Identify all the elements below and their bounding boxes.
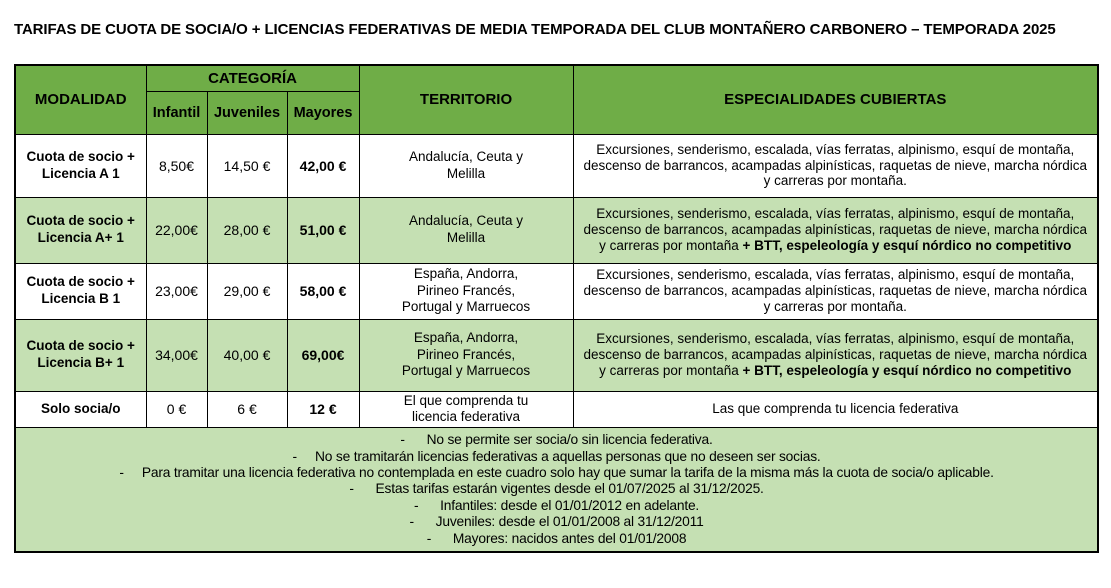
price-mayores-cell: 42,00 €	[287, 134, 359, 197]
territorio-cell: España, Andorra, Pirineo Francés, Portugal y Marruecos	[359, 263, 573, 319]
header-row-top	[15, 65, 1098, 91]
price-juveniles-cell: 6 €	[207, 391, 287, 428]
table-row-solo-socia	[15, 391, 1098, 428]
price-infantil-cell: 34,00€	[146, 319, 207, 391]
table-row-licencia-a-plus-1	[15, 197, 1098, 263]
notes-cell	[15, 428, 1098, 552]
col-header-juveniles: Juveniles	[207, 91, 287, 134]
col-header-mayores: Mayores	[287, 91, 359, 134]
especialidades-cell	[573, 263, 1098, 319]
tariff-table	[14, 64, 1099, 553]
price-infantil-cell: 8,50€	[146, 134, 207, 197]
price-infantil-cell: 0 €	[146, 391, 207, 428]
col-header-modalidad: MODALIDAD	[15, 65, 146, 134]
territorio-cell: Andalucía, Ceuta y Melilla	[359, 134, 573, 197]
especialidades-bold-text: + BTT, espeleología y esquí nórdico no competitivo	[738, 362, 1072, 378]
page-title: TARIFAS DE CUOTA DE SOCIA/O + LICENCIAS FEDERATIVAS DE MEDIA TEMPORADA DEL CLUB MONTAÑERO CARBONERO – TEMPORADA 2025	[14, 21, 1056, 38]
modalidad-cell: Cuota de socio + Licencia B 1	[15, 263, 146, 319]
especialidades-cell	[573, 134, 1098, 197]
price-mayores-cell: 69,00€	[287, 319, 359, 391]
col-header-categoria: CATEGORÍA	[146, 65, 359, 91]
especialidades-text: Excursiones, senderismo, escalada, vías ferratas, alpinismo, esquí de montaña, descenso de barrancos, acampadas alpinísticas, raquetas de nieve, marcha nórdica y carreras por montaña	[583, 331, 1088, 378]
especialidades-text: Excursiones, senderismo, escalada, vías ferratas, alpinismo, esquí de montaña, descenso de barrancos, acampadas alpinísticas, raquetas de nieve, marcha nórdica y carreras por montaña.	[583, 141, 1088, 189]
note-line: - Juveniles: desde el 01/01/2008 al 31/12/2011	[409, 514, 704, 530]
table-row-licencia-b-plus-1	[15, 319, 1098, 391]
notes-row	[15, 428, 1098, 552]
note-line: - No se tramitarán licencias federativas a aquellas personas que no deseen ser socias.	[292, 448, 821, 464]
price-juveniles-cell: 14,50 €	[207, 134, 287, 197]
especialidades-text: Las que comprenda tu licencia federativa	[712, 401, 959, 417]
note-line: - Estas tarifas estarán vigentes desde el 01/07/2025 al 31/12/2025.	[349, 481, 764, 497]
note-line: - No se permite ser socia/o sin licencia federativa.	[400, 432, 713, 448]
modalidad-cell: Cuota de socio + Licencia B+ 1	[15, 319, 146, 391]
price-mayores-cell: 12 €	[287, 391, 359, 428]
territorio-cell: Andalucía, Ceuta y Melilla	[359, 197, 573, 263]
price-mayores-cell: 58,00 €	[287, 263, 359, 319]
price-mayores-cell: 51,00 €	[287, 197, 359, 263]
especialidades-text: Excursiones, senderismo, escalada, vías ferratas, alpinismo, esquí de montaña, descenso de barrancos, acampadas alpinísticas, raquetas de nieve, marcha nórdica y carreras por montaña	[583, 206, 1088, 253]
price-infantil-cell: 22,00€	[146, 197, 207, 263]
modalidad-cell: Cuota de socio + Licencia A+ 1	[15, 197, 146, 263]
price-juveniles-cell: 29,00 €	[207, 263, 287, 319]
price-juveniles-cell: 40,00 €	[207, 319, 287, 391]
table-row-licencia-a1	[15, 134, 1098, 197]
note-line: - Infantiles: desde el 01/01/2012 en adelante.	[413, 497, 700, 513]
price-juveniles-cell: 28,00 €	[207, 197, 287, 263]
especialidades-cell	[573, 319, 1098, 391]
note-line: - Mayores: nacidos antes del 01/01/2008	[426, 530, 687, 546]
especialidades-text: Excursiones, senderismo, escalada, vías ferratas, alpinismo, esquí de montaña, descenso de barrancos, acampadas alpinísticas, raquetas de nieve, marcha nórdica y carreras por montaña.	[583, 267, 1088, 314]
col-header-infantil: Infantil	[146, 91, 207, 134]
especialidades-cell	[573, 391, 1098, 428]
especialidades-bold-text: + BTT, espeleología y esquí nórdico no competitivo	[738, 237, 1072, 253]
territorio-cell: El que comprenda tu licencia federativa	[359, 391, 573, 428]
col-header-especialidades: ESPECIALIDADES CUBIERTAS	[573, 65, 1098, 134]
table-row-licencia-b1	[15, 263, 1098, 319]
especialidades-cell	[573, 197, 1098, 263]
modalidad-cell: Cuota de socio + Licencia A 1	[15, 134, 146, 197]
note-line: - Para tramitar una licencia federativa no contemplada en este cuadro solo hay que sumar la tarifa de la misma más la cuota de socia/o aplicable.	[119, 465, 994, 481]
territorio-cell: España, Andorra, Pirineo Francés, Portugal y Marruecos	[359, 319, 573, 391]
price-infantil-cell: 23,00€	[146, 263, 207, 319]
col-header-territorio: TERRITORIO	[359, 65, 573, 134]
modalidad-cell: Solo socia/o	[15, 391, 146, 428]
